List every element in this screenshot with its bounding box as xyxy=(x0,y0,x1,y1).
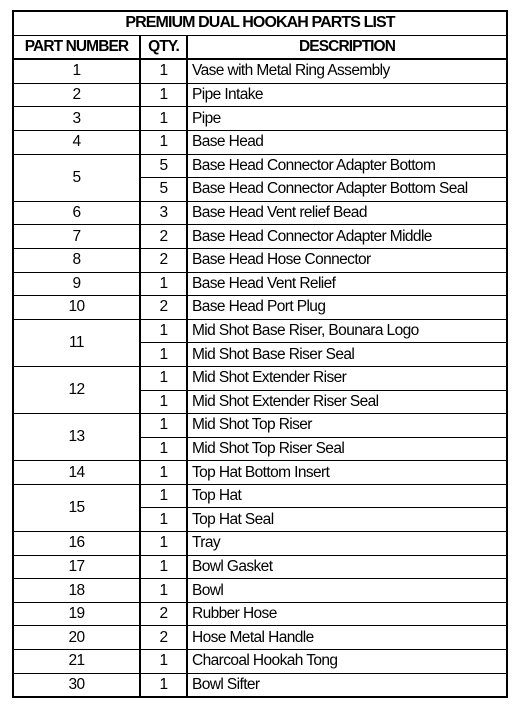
description-cell: Bowl Gasket xyxy=(187,555,507,579)
part-number-cell: 9 xyxy=(13,272,140,296)
part-number-cell: 17 xyxy=(13,555,140,579)
table-row xyxy=(13,130,507,154)
description-cell: Mid Shot Extender Riser xyxy=(187,366,507,390)
table-row xyxy=(13,484,507,508)
table-row xyxy=(13,154,507,178)
description-cell: Pipe Intake xyxy=(187,83,507,107)
table-row xyxy=(13,107,507,131)
description-cell: Pipe xyxy=(187,107,507,131)
qty-cell: 2 xyxy=(140,626,187,650)
qty-cell: 1 xyxy=(140,437,187,461)
description-cell: Top Hat Bottom Insert xyxy=(187,461,507,485)
qty-cell: 1 xyxy=(140,343,187,367)
part-number-cell: 3 xyxy=(13,107,140,131)
description-cell: Mid Shot Extender Riser Seal xyxy=(187,390,507,414)
table-row xyxy=(13,83,507,107)
description-cell: Tray xyxy=(187,532,507,556)
table-row xyxy=(13,59,507,83)
table-row xyxy=(13,272,507,296)
qty-cell: 2 xyxy=(140,602,187,626)
table-row xyxy=(13,225,507,249)
table-row xyxy=(13,673,507,697)
parts-list-sheet xyxy=(12,10,506,698)
qty-cell: 2 xyxy=(140,296,187,320)
qty-cell: 2 xyxy=(140,225,187,249)
description-cell: Hose Metal Handle xyxy=(187,626,507,650)
part-number-cell: 14 xyxy=(13,461,140,485)
part-number-cell: 8 xyxy=(13,248,140,272)
description-cell: Base Head Hose Connector xyxy=(187,248,507,272)
qty-cell: 5 xyxy=(140,178,187,202)
table-row xyxy=(13,532,507,556)
part-number-cell: 2 xyxy=(13,83,140,107)
qty-cell: 1 xyxy=(140,673,187,697)
description-cell: Base Head Vent relief Bead xyxy=(187,201,507,225)
column-header-row xyxy=(13,35,507,59)
table-row xyxy=(13,626,507,650)
qty-cell: 1 xyxy=(140,484,187,508)
part-number-cell: 12 xyxy=(13,366,140,413)
part-number-cell: 7 xyxy=(13,225,140,249)
header-part-number: PART NUMBER xyxy=(13,35,140,59)
qty-cell: 1 xyxy=(140,366,187,390)
qty-cell: 2 xyxy=(140,248,187,272)
title-row xyxy=(13,11,507,35)
description-cell: Mid Shot Base Riser Seal xyxy=(187,343,507,367)
part-number-cell: 5 xyxy=(13,154,140,201)
table-row xyxy=(13,414,507,438)
description-cell: Base Head Connector Adapter Middle xyxy=(187,225,507,249)
part-number-cell: 21 xyxy=(13,650,140,674)
qty-cell: 1 xyxy=(140,579,187,603)
table-row xyxy=(13,461,507,485)
header-qty: QTY. xyxy=(140,35,187,59)
part-number-cell: 4 xyxy=(13,130,140,154)
qty-cell: 1 xyxy=(140,414,187,438)
table-row xyxy=(13,201,507,225)
description-cell: Vase with Metal Ring Assembly xyxy=(187,59,507,83)
part-number-cell: 11 xyxy=(13,319,140,366)
parts-list-table xyxy=(12,10,508,698)
table-row xyxy=(13,602,507,626)
qty-cell: 1 xyxy=(140,130,187,154)
qty-cell: 1 xyxy=(140,390,187,414)
part-number-cell: 18 xyxy=(13,579,140,603)
description-cell: Base Head Connector Adapter Bottom xyxy=(187,154,507,178)
description-cell: Base Head Port Plug xyxy=(187,296,507,320)
table-row xyxy=(13,579,507,603)
table-row xyxy=(13,319,507,343)
qty-cell: 1 xyxy=(140,508,187,532)
table-title: PREMIUM DUAL HOOKAH PARTS LIST xyxy=(13,11,507,35)
qty-cell: 3 xyxy=(140,201,187,225)
qty-cell: 1 xyxy=(140,272,187,296)
part-number-cell: 6 xyxy=(13,201,140,225)
part-number-cell: 10 xyxy=(13,296,140,320)
qty-cell: 1 xyxy=(140,650,187,674)
table-row xyxy=(13,296,507,320)
part-number-cell: 30 xyxy=(13,673,140,697)
description-cell: Base Head Vent Relief xyxy=(187,272,507,296)
part-number-cell: 16 xyxy=(13,532,140,556)
part-number-cell: 1 xyxy=(13,59,140,83)
table-row xyxy=(13,650,507,674)
table-row xyxy=(13,366,507,390)
header-description: DESCRIPTION xyxy=(187,35,507,59)
table-row xyxy=(13,248,507,272)
description-cell: Bowl Sifter xyxy=(187,673,507,697)
description-cell: Mid Shot Base Riser, Bounara Logo xyxy=(187,319,507,343)
qty-cell: 1 xyxy=(140,107,187,131)
qty-cell: 1 xyxy=(140,461,187,485)
qty-cell: 1 xyxy=(140,555,187,579)
description-cell: Mid Shot Top Riser xyxy=(187,414,507,438)
qty-cell: 5 xyxy=(140,154,187,178)
part-number-cell: 20 xyxy=(13,626,140,650)
qty-cell: 1 xyxy=(140,532,187,556)
qty-cell: 1 xyxy=(140,319,187,343)
qty-cell: 1 xyxy=(140,83,187,107)
part-number-cell: 15 xyxy=(13,484,140,531)
part-number-cell: 13 xyxy=(13,414,140,461)
description-cell: Rubber Hose xyxy=(187,602,507,626)
part-number-cell: 19 xyxy=(13,602,140,626)
description-cell: Charcoal Hookah Tong xyxy=(187,650,507,674)
table-row xyxy=(13,555,507,579)
description-cell: Bowl xyxy=(187,579,507,603)
description-cell: Mid Shot Top Riser Seal xyxy=(187,437,507,461)
description-cell: Top Hat Seal xyxy=(187,508,507,532)
description-cell: Base Head xyxy=(187,130,507,154)
description-cell: Top Hat xyxy=(187,484,507,508)
description-cell: Base Head Connector Adapter Bottom Seal xyxy=(187,178,507,202)
qty-cell: 1 xyxy=(140,59,187,83)
